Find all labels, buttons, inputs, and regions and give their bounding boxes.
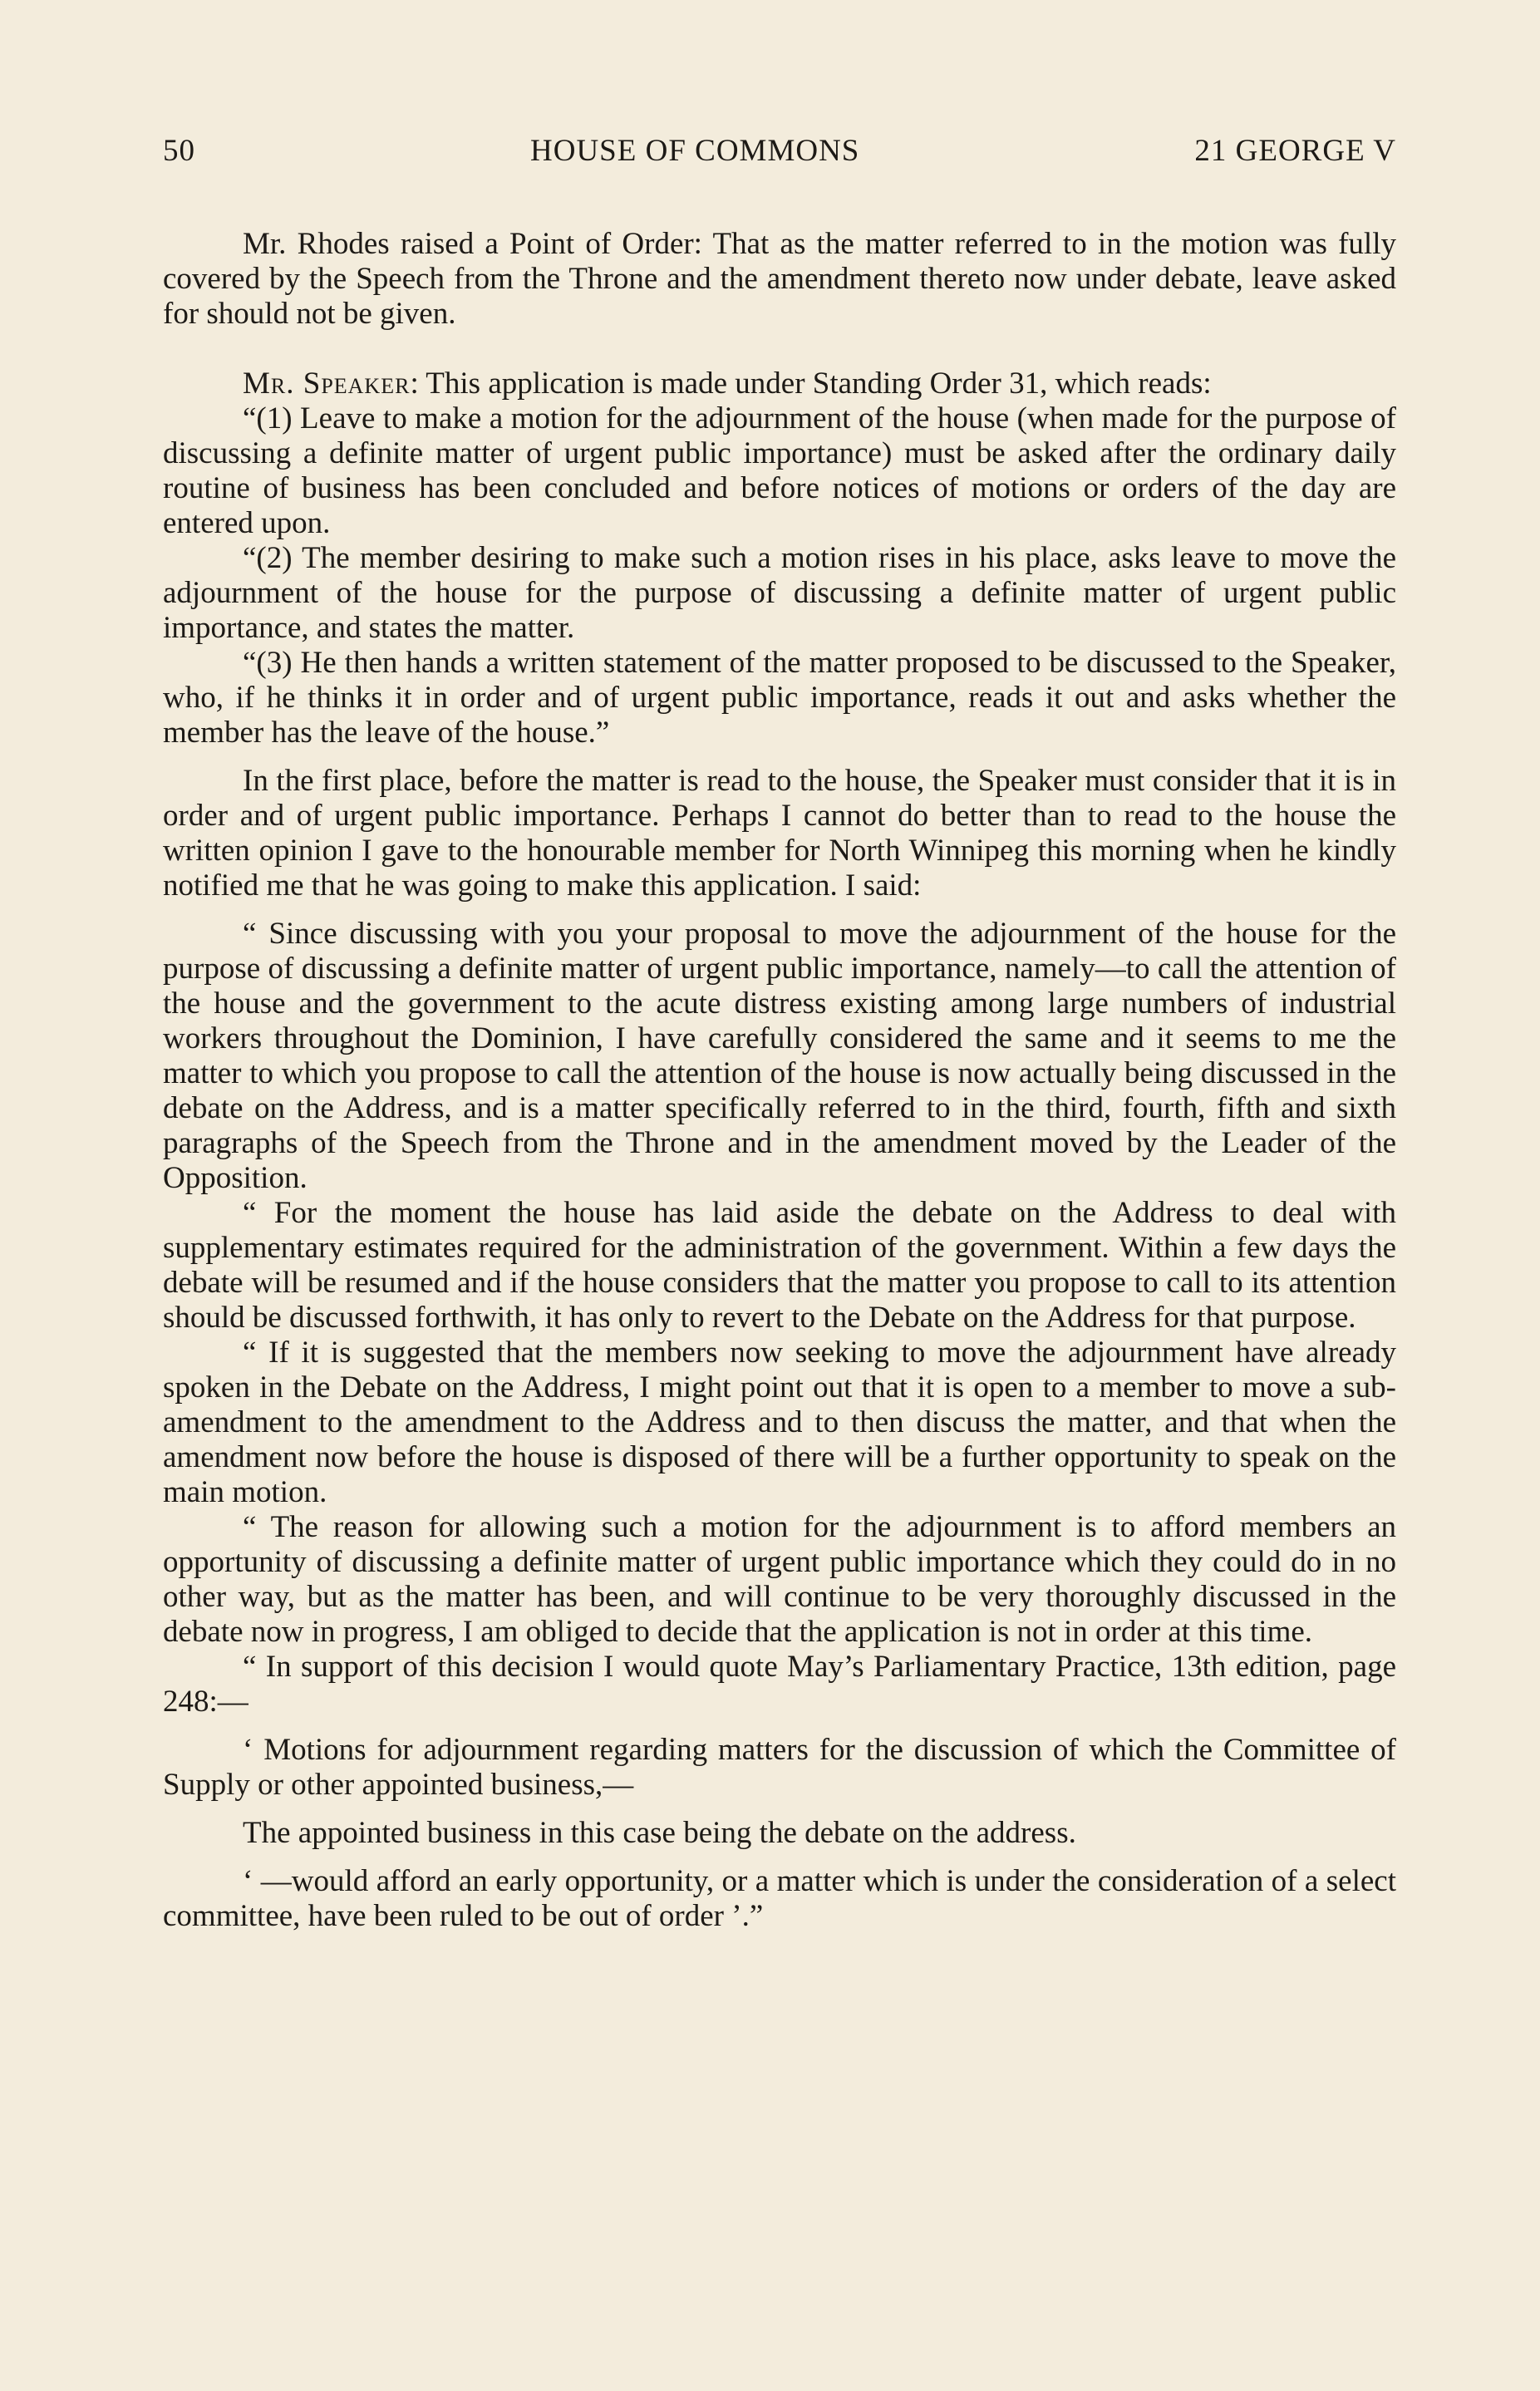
paragraph-quoted-opinion-3: “ If it is suggested that the members now seeking to move the adjournment have already spoken in the Debate on the Address, I might point out that it is open to a member to move a sub-amendment to the amendment to the Address and to then discuss the matter, and that when the amendment now before the house is disposed of there will be a further opportunity to speak on the main motion. — [163, 1336, 1396, 1509]
paragraph-may-quote-2: ‘ —would afford an early opportunity, or a matter which is under the consideration of a select committee, have been ruled to be out of order ’.” — [163, 1864, 1396, 1933]
paragraph-speaker-intro — [163, 367, 1396, 401]
paragraph-quoted-opinion-2: “ For the moment the house has laid aside the debate on the Address to deal with supplementary estimates required for the administration of the government. Within a few days the debate will be resumed and if the house considers that the matter you propose to call to its attention should be discussed forthwith, it has only to revert to the Debate on the Address for that purpose. — [163, 1196, 1396, 1335]
standing-order-clause-2: “(2) The member desiring to make such a motion rises in his place, asks leave to move the adjournment of the house for the purpose of discussing a definite matter of urgent public importance, and states the matter. — [163, 541, 1396, 645]
document-page — [163, 133, 1396, 1934]
paragraph-may-quote-1: ‘ Motions for adjournment regarding matters for the discussion of which the Committee of Supply or other appointed business,— — [163, 1733, 1396, 1802]
speaker-name: Mr. Speaker — [243, 367, 411, 401]
speaker-intro-text: : This application is made under Standing Order 31, which reads: — [410, 367, 1212, 401]
body-text — [163, 227, 1396, 1934]
page-number: 50 — [163, 134, 195, 168]
session-label: 21 GEORGE V — [1194, 134, 1396, 168]
paragraph-first-place: In the first place, before the matter is read to the house, the Speaker must consider that it is in order and of urgent public importance. Perhaps I cannot do better than to read to the house the written opinion I gave to the honourable member for North Winnipeg this morning when he kindly notified me that he was going to make this application. I said: — [163, 764, 1396, 903]
paragraph-appointed-business: The appointed business in this case being the debate on the address. — [243, 1816, 1076, 1850]
paragraph-point-of-order: Mr. Rhodes raised a Point of Order: That as the matter referred to in the motion was fully covered by the Speech from the Throne and the amendment thereto now under debate, leave asked for should not be given. — [163, 227, 1396, 331]
paragraph-quoted-opinion-1: “ Since discussing with you your proposal to move the adjournment of the house for the purpose of discussing a definite matter of urgent public importance, namely—to call the attention of the house and the government to the acute distress existing among large numbers of industrial workers throughout the Dominion, I have carefully considered the same and it seems to me the matter to which you propose to call the attention of the house is now actually being discussed in the debate on the Address, and is a matter specifically referred to in the third, fourth, fifth and sixth paragraphs of the Speech from the Throne and in the amendment moved by the Leader of the Opposition. — [163, 917, 1396, 1195]
paragraph-quoted-opinion-5: “ In support of this decision I would quote May’s Parliamentary Practice, 13th edition, page 248:— — [163, 1650, 1396, 1719]
page-header — [163, 133, 1396, 169]
running-title: HOUSE OF COMMONS — [530, 134, 860, 168]
paragraph-quoted-opinion-4: “ The reason for allowing such a motion for the adjournment is to afford members an opportunity of discussing a definite matter of urgent public importance which they could do in no other way, but as the matter has been, and will continue to be very thoroughly discussed in the debate now in progress, I am obliged to decide that the application is not in order at this time. — [163, 1510, 1396, 1649]
standing-order-clause-3: “(3) He then hands a written statement of the matter proposed to be discussed to the Speaker, who, if he thinks it in order and of urgent public importance, reads it out and asks whether the member has the leave of the house.” — [163, 646, 1396, 750]
standing-order-clause-1: “(1) Leave to make a motion for the adjournment of the house (when made for the purpose of discussing a definite matter of urgent public importance) must be asked after the ordinary daily routine of business has been concluded and before notices of motions or orders of the day are entered upon. — [163, 401, 1396, 540]
